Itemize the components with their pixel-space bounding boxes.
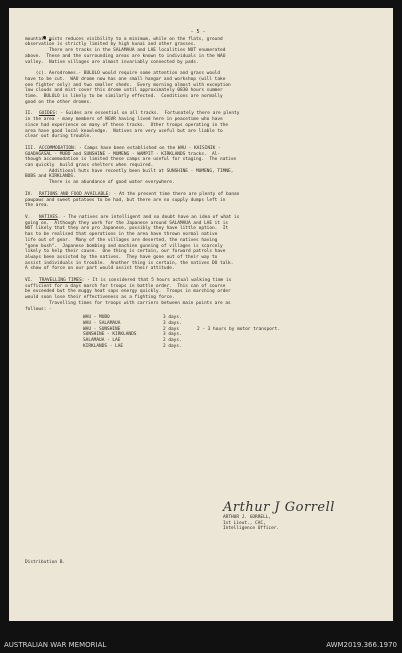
footer-accession-number: AWM2019.366.1970 xyxy=(326,641,397,649)
text-line: GUADAGASAL - MUBO and SUNSHINE - MUMENG - WAMPIT - KIRKLANDS tracks. Al- xyxy=(25,151,221,157)
days-cell: 2 days. xyxy=(163,338,182,344)
text-line: There is an abundance of good water everywhere. xyxy=(25,180,175,186)
text-line: : - It is considered that 5 hours actual walking time is xyxy=(81,278,232,284)
text-line: above. These and the surrounding areas are known to individuals in the WAU xyxy=(25,53,226,59)
text-line: has to be realised that operations in the area have thrown normal native xyxy=(25,232,218,238)
section-number: IV. xyxy=(25,191,34,197)
days-cell: 2 days xyxy=(163,326,180,332)
footer-institution: AUSTRALIAN WAR MEMORIAL xyxy=(4,641,107,649)
section-heading: ACCOMMODATION xyxy=(39,145,74,151)
text-line: low clouds and mist cover this drome until approximately 0830 hours summer xyxy=(25,88,223,94)
text-line: sufficient for a days march for troops in battle order. This can of course xyxy=(25,283,226,289)
section-travelling-times xyxy=(25,278,371,312)
text-line: : - Guides are essential on all tracks. Fortunately there are plenty xyxy=(55,111,240,117)
route-cell: WAU - SUNSHINE xyxy=(83,326,121,332)
text-line: . - The natives are intelligent and no doubt have an idea of what is xyxy=(57,214,240,220)
section-heading: RATIONS AND FOOD AVAILABLE xyxy=(39,191,109,197)
section-heading: TRAVELLING TIMES xyxy=(39,278,82,284)
text-line: would soon lose their effectiveness as a fighting force. xyxy=(25,295,175,301)
text-line: can quickly build grass shelters when required. xyxy=(25,163,154,169)
archive-footer xyxy=(0,638,402,653)
text-line: assist individuals in trouble. Another thing is certain, the natives DO talk. xyxy=(25,260,234,266)
route-cell: WAU - MUBO xyxy=(83,315,110,321)
section-number: II. xyxy=(25,111,34,117)
intro-paragraph xyxy=(25,37,371,66)
text-line: mountain mists reduces visibility to a minimum, while on the flats, ground xyxy=(25,36,223,42)
text-line: Travelling times for troops with carriers between main points are as xyxy=(25,300,231,306)
text-line: good on the other dromes. xyxy=(25,99,92,105)
days-cell: 3 days. xyxy=(163,332,182,338)
signature-block xyxy=(223,500,373,532)
days-cell: 2 days. xyxy=(163,343,182,349)
text-line: There are tracks in the SALAMAUA and LAE localities NOT enumerated xyxy=(25,48,226,54)
text-line: life out of gear. Many of the villages are deserted, the natives having xyxy=(25,237,218,243)
section-heading: NATIVES xyxy=(39,214,58,220)
text-line: : - At the present time there are plenty of banan xyxy=(108,191,240,197)
text-line: area have good local knowledge. Natives are very useful but are liable to xyxy=(25,128,223,134)
section-accommodation xyxy=(25,146,371,186)
text-line: follows: - xyxy=(25,306,52,312)
text-line: one fighter only) and two smaller sheds. Every morning almost with exception xyxy=(25,82,231,88)
text-line: valley. Native villages are almost invariably connected by pads. xyxy=(25,59,199,65)
text-line: likely to help their cause. One thing is certain, our forward patrols have xyxy=(25,249,226,255)
typed-page xyxy=(25,30,371,349)
text-line: clear out during trouble. xyxy=(25,134,92,140)
section-guides xyxy=(25,111,371,140)
text-line: in the area - many members of NGVR having lived here in peacetime who have xyxy=(25,117,223,123)
page-number: - 5 - xyxy=(190,29,206,35)
text-line: always been assisted by the natives. They have gone out of their way to xyxy=(25,254,218,260)
section-heading: GUIDES xyxy=(39,111,56,117)
section-rations xyxy=(25,192,371,209)
text-line: "gone bush". Japanese bombing and machine gunning of villages is scarcely xyxy=(25,243,223,249)
route-cell: KIRKLANDS - LAE xyxy=(83,343,124,349)
text-line: : - Camps have been established on the WAU - KAISINIK - xyxy=(73,145,221,151)
text-line: BOBS and KIRKLANDS. xyxy=(25,174,76,180)
section-number: V. xyxy=(25,214,31,220)
section-number: VI. xyxy=(25,278,34,284)
days-cell: 3 days. xyxy=(163,315,182,321)
table-row xyxy=(25,344,371,350)
text-line: (c). Aerodromes.- BULOLO would require some attention and grass would xyxy=(25,71,221,77)
text-line: Additional huts have recently been built at SUNSHINE - MUMENG, TIMNE, xyxy=(25,168,234,174)
aerodromes-paragraph xyxy=(25,71,371,105)
route-cell: SALAMAUA - LAE xyxy=(83,338,121,344)
text-line: since had experience on many of these tracks. Other troops operating in the xyxy=(25,122,229,128)
signatory-title: Intelligence Officer. xyxy=(223,526,280,532)
section-natives xyxy=(25,215,371,272)
distribution-note: Distribution B. xyxy=(25,560,66,565)
text-line: NOT likely that they are pro Japanese, possibly they have little option. It xyxy=(25,226,229,232)
text-line: A show of force on our part would assist their attitude. xyxy=(25,266,175,272)
text-line: pawpaws and sweet potatoes to be had, but there are no supply dumps left in xyxy=(25,197,226,203)
travel-times-table xyxy=(25,315,371,349)
route-cell: WAU - SALAMAUA xyxy=(83,320,121,326)
days-cell: 3 days. xyxy=(163,320,182,326)
signatory-rank: 1st Lieut., CAC, xyxy=(223,520,266,526)
text-line: observation is strictly limited by high kunai and other grasses. xyxy=(25,42,196,48)
text-line: be exceeded but the muggy heat saps energy quickly. Troops in marching order xyxy=(25,289,231,295)
handwritten-signature: Arthur J Gorrell xyxy=(223,500,335,515)
route-cell: SUNSHINE - KIRKLANDS xyxy=(83,332,137,338)
text-line: though accommodation is limited these camps are useful for staging. The native xyxy=(25,157,237,163)
text-line: the area. xyxy=(25,203,50,209)
signatory-name: ARTHUR J. GORRELL, xyxy=(223,515,272,520)
text-line: going on. Although they work for the Japanese around SALAMAUA and LAE it is xyxy=(25,220,229,226)
text-line: have to be cut. WAU drome now has one small hangar and workshop (will take xyxy=(25,76,226,82)
motor-transport-note: 2 - 3 hours by motor transport. xyxy=(197,326,280,332)
text-line: time. BULOLO is likely to be similarly effected. Conditions are normally xyxy=(25,94,223,100)
section-number: III. xyxy=(25,145,36,151)
